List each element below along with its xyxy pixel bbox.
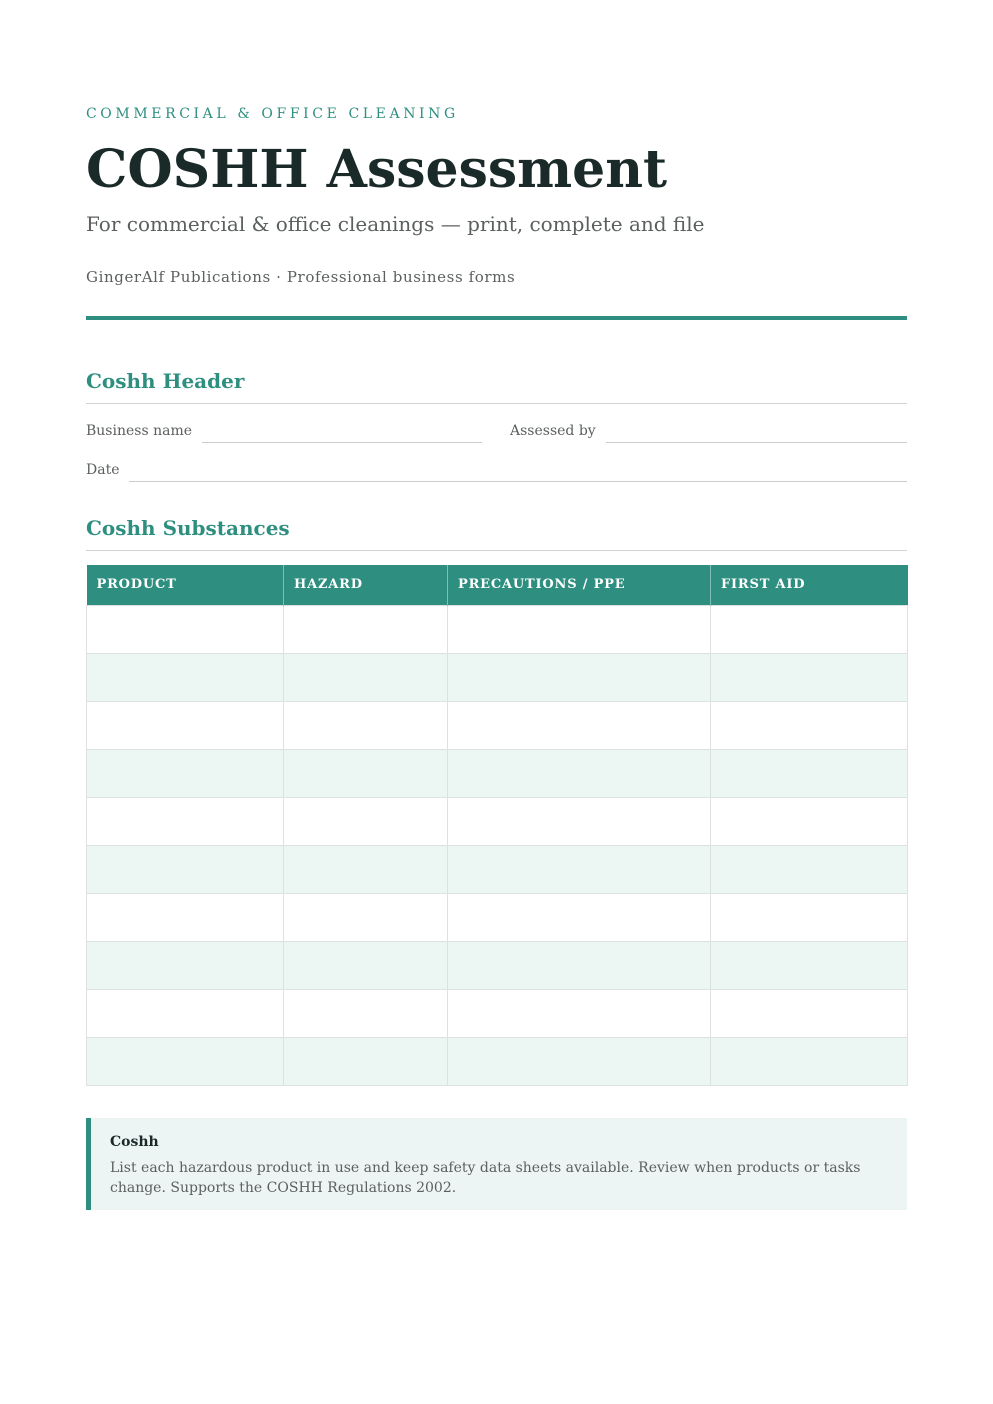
- info-note: [86, 1118, 907, 1210]
- table-row: [87, 653, 908, 701]
- table-cell[interactable]: [711, 653, 908, 701]
- table-cell[interactable]: [87, 653, 284, 701]
- table-cell[interactable]: [284, 701, 448, 749]
- publisher-line: GingerAlf Publications · Professional business forms: [86, 268, 516, 286]
- table-cell[interactable]: [448, 845, 711, 893]
- column-header-hazard: HAZARD: [284, 565, 448, 605]
- table-row: [87, 797, 908, 845]
- table-cell[interactable]: [448, 797, 711, 845]
- table-cell[interactable]: [87, 1037, 284, 1085]
- table-cell[interactable]: [284, 1037, 448, 1085]
- table-row: [87, 941, 908, 989]
- table-cell[interactable]: [87, 845, 284, 893]
- note-body: List each hazardous product in use and keep safety data sheets available. Review when products or tasks change. Supports the COSHH Regulations 2002.: [110, 1160, 861, 1196]
- table-cell[interactable]: [711, 989, 908, 1037]
- section-title-coshh-substances: Coshh Substances: [86, 516, 290, 540]
- table-cell[interactable]: [87, 941, 284, 989]
- category-eyebrow: COMMERCIAL & OFFICE CLEANING: [86, 106, 459, 122]
- table-cell[interactable]: [87, 605, 284, 653]
- table-cell[interactable]: [87, 989, 284, 1037]
- note-title: Coshh: [110, 1134, 159, 1150]
- table-cell[interactable]: [448, 653, 711, 701]
- substances-table: [86, 565, 908, 1086]
- table-cell[interactable]: [711, 701, 908, 749]
- table-cell[interactable]: [711, 797, 908, 845]
- table-cell[interactable]: [87, 797, 284, 845]
- column-header-first-aid: FIRST AID: [711, 565, 908, 605]
- date-label: Date: [86, 462, 120, 478]
- table-cell[interactable]: [87, 701, 284, 749]
- section-title-coshh-header: Coshh Header: [86, 369, 245, 393]
- table-cell[interactable]: [87, 749, 284, 797]
- section-divider-substances: [86, 550, 907, 551]
- page-subtitle: For commercial & office cleanings — print, complete and file: [86, 212, 705, 236]
- table-row: [87, 845, 908, 893]
- table-row: [87, 605, 908, 653]
- assessed-by-label: Assessed by: [510, 423, 596, 439]
- business-name-field[interactable]: [202, 442, 482, 443]
- table-cell[interactable]: [448, 893, 711, 941]
- table-cell[interactable]: [448, 701, 711, 749]
- table-row: [87, 989, 908, 1037]
- table-cell[interactable]: [711, 749, 908, 797]
- table-cell[interactable]: [448, 605, 711, 653]
- table-cell[interactable]: [284, 605, 448, 653]
- table-cell[interactable]: [711, 605, 908, 653]
- table-row: [87, 701, 908, 749]
- table-cell[interactable]: [284, 893, 448, 941]
- table-cell[interactable]: [284, 845, 448, 893]
- table-header-row: [87, 565, 908, 605]
- business-name-label: Business name: [86, 423, 193, 439]
- table-cell[interactable]: [448, 1037, 711, 1085]
- table-cell[interactable]: [448, 989, 711, 1037]
- table-cell[interactable]: [448, 941, 711, 989]
- table-row: [87, 749, 908, 797]
- table-cell[interactable]: [711, 1037, 908, 1085]
- table-cell[interactable]: [711, 893, 908, 941]
- table-row: [87, 1037, 908, 1085]
- table-cell[interactable]: [711, 845, 908, 893]
- column-header-precautions: PRECAUTIONS / PPE: [448, 565, 711, 605]
- table-cell[interactable]: [284, 989, 448, 1037]
- table-cell[interactable]: [448, 749, 711, 797]
- table-row: [87, 893, 908, 941]
- table-cell[interactable]: [284, 797, 448, 845]
- column-header-product: PRODUCT: [87, 565, 284, 605]
- table-cell[interactable]: [284, 941, 448, 989]
- table-cell[interactable]: [711, 941, 908, 989]
- page-title: COSHH Assessment: [86, 139, 668, 200]
- table-cell[interactable]: [87, 893, 284, 941]
- date-field[interactable]: [129, 481, 907, 482]
- table-cell[interactable]: [284, 749, 448, 797]
- assessed-by-field[interactable]: [606, 442, 907, 443]
- section-divider-header: [86, 403, 907, 404]
- header-divider: [86, 316, 907, 320]
- table-cell[interactable]: [284, 653, 448, 701]
